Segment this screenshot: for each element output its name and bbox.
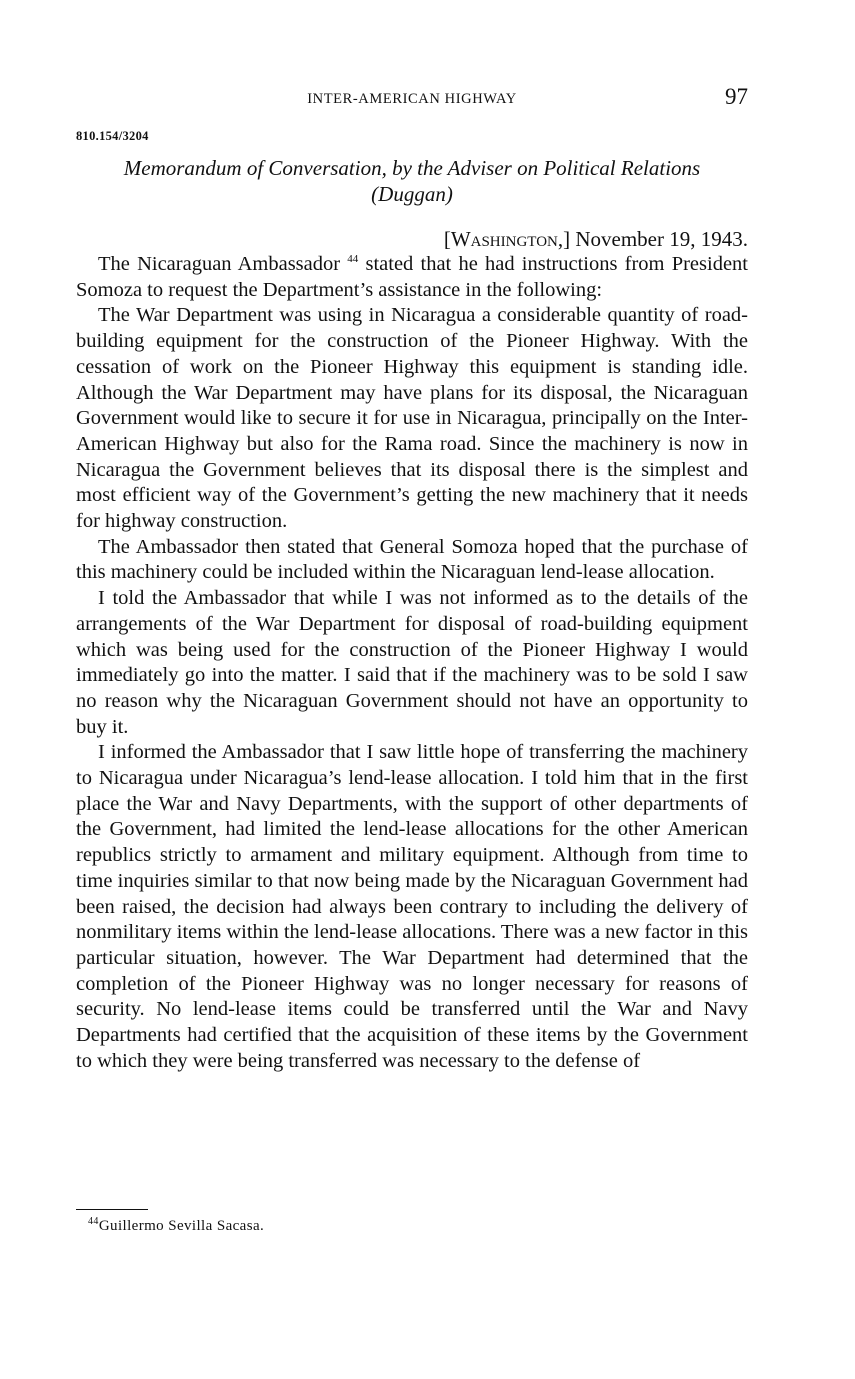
file-number: 810.154/3204 [76, 129, 149, 143]
paragraph-1-start: The Nicaraguan Ambassador [98, 253, 341, 275]
memo-title [76, 155, 748, 207]
running-header [76, 84, 748, 112]
paragraph-2: The War Department was using in Nicaragua a considerable quantity of road-building equipment for the construction of the Pioneer Highway. With the cessation of work on the Pioneer Highway this equipment is standing idle. Although the War Department may have plans for its disposal, the Nicaraguan Government would like to secure it for use in Nicaragua, principally on the Inter-American Highway but also for the Rama road. Since the machinery is now in Nicaragua the Government believes that its disposal there is the simplest and most efficient way of the Government’s getting the new machinery that it needs for highway construction. [76, 304, 748, 533]
dateline-date: November 19, 1943. [575, 227, 748, 251]
dateline-place: Washington [450, 227, 558, 251]
paragraph-1 [76, 252, 748, 303]
footnote [88, 1218, 264, 1235]
running-title: INTER-AMERICAN HIGHWAY [307, 91, 517, 107]
memo-title-line-1: Memorandum of Conversation, by the Adviser on Political Relations [123, 156, 701, 180]
paragraph-4: I told the Ambassador that while I was not informed as to the details of the arrangements of the War Department for disposal of road-building equipment which was being used for the construction of the Pioneer Highway I would immediately go into the matter. I said that if the machinery was to be sold I saw no reason why the Nicaraguan Government should not have an opportunity to buy it. [76, 587, 748, 738]
memo-body [76, 252, 748, 1075]
paragraph-3: The Ambassador then stated that General Somoza hoped that the purchase of this machinery could be included within the Nicaraguan lend-lease allocation. [76, 535, 748, 584]
footnote-divider [76, 1209, 148, 1210]
page-number: 97 [725, 84, 748, 109]
footnote-reference: 44 [347, 253, 359, 265]
paragraph-5: I informed the Ambassador that I saw little hope of transferring the machinery to Nicaragua under Nicaragua’s lend-lease allocation. I told him that in the first place the War and Navy Departments, with the support of other departments of the Government, had limited the lend-lease allocations for the other American republics strictly to armament and military equipment. Although from time to time inquiries similar to that now being made by the Nicaraguan Government had been raised, the decision had always been contrary to including the delivery of nonmilitary items within the lend-lease allocations. There was a new factor in this particular situation, however. The War Department had determined that the completion of the Pioneer Highway was no longer necessary for reasons of security. No lend-lease items could be transferred until the War and Navy Departments had certified that the acquisition of these items by the Government to which they were being transferred was necessary to the defense of [76, 741, 748, 1072]
memo-title-line-2: (Duggan) [371, 182, 453, 206]
paragraph-1-rest: stated that he had instructions from President Somoza to request the Department’s assistance in the following: [76, 253, 748, 301]
footnote-number: 44 [88, 1216, 99, 1227]
footnote-text: Guillermo Sevilla Sacasa. [98, 1218, 265, 1234]
dateline: [Washington,] November 19, 1943. [443, 227, 748, 251]
